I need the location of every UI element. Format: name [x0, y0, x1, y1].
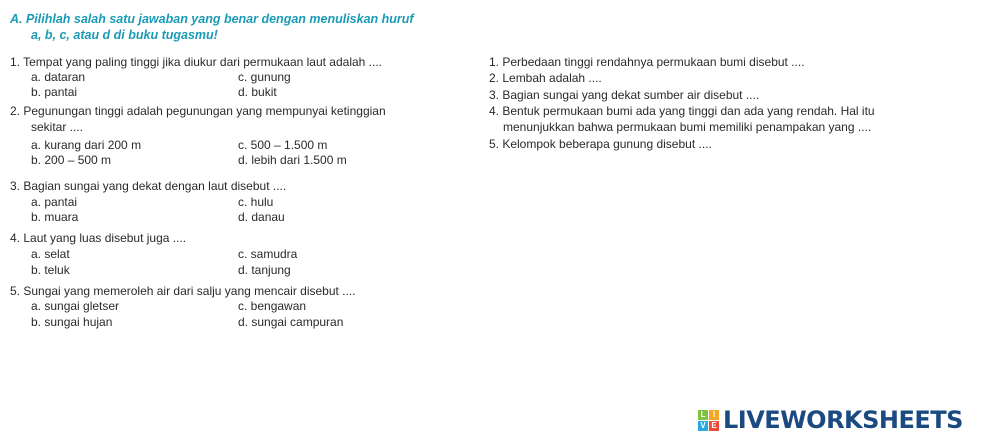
instruction-heading-line2: a, b, c, atau d di buku tugasmu!	[31, 28, 218, 42]
question-4-option-c: c. samudra	[238, 247, 298, 261]
question-5-option-d: d. sungai campuran	[238, 315, 344, 329]
question-1-option-c: c. gunung	[238, 70, 291, 84]
question-2-option-c: c. 500 – 1.500 m	[238, 138, 328, 152]
question-3-text: 3. Bagian sungai yang dekat dengan laut disebut ....	[10, 179, 287, 193]
question-3-option-c: c. hulu	[238, 195, 274, 209]
question-3-option-d: d. danau	[238, 210, 285, 224]
question-2-option-b: b. 200 – 500 m	[31, 153, 112, 167]
question-1-text: 1. Tempat yang paling tinggi jika diukur dari permukaan laut adalah ....	[10, 55, 383, 69]
question-2-text-cont: sekitar ....	[31, 120, 84, 134]
liveworksheets-logo-text: LIVEWORKSHEETS	[723, 406, 963, 434]
question-1-option-a: a. dataran	[31, 70, 86, 84]
question-1-option-b: b. pantai	[31, 85, 78, 99]
question-3-option-b: b. muara	[31, 210, 79, 224]
question-2-option-a: a. kurang dari 200 m	[31, 138, 142, 152]
essay-question-3: 3. Bagian sungai yang dekat sumber air disebut ....	[489, 88, 760, 102]
instruction-heading-line1: A. Pilihlah salah satu jawaban yang benar dengan menuliskan huruf	[10, 12, 414, 26]
essay-question-5: 5. Kelompok beberapa gunung disebut ....	[489, 137, 712, 151]
question-5-option-c: c. bengawan	[238, 299, 307, 313]
liveworksheets-logo	[698, 405, 963, 435]
question-5-text: 5. Sungai yang memeroleh air dari salju yang mencair disebut ....	[10, 284, 356, 298]
question-4-option-d: d. tanjung	[238, 263, 291, 277]
question-2-text: 2. Pegunungan tinggi adalah pegunungan yang mempunyai ketinggian	[10, 104, 386, 118]
question-2-option-d: d. lebih dari 1.500 m	[238, 153, 347, 167]
liveworksheets-logo-icon: L I V E	[698, 410, 719, 431]
question-5-option-a: a. sungai gletser	[31, 299, 120, 313]
question-4-option-a: a. selat	[31, 247, 70, 261]
essay-question-4: 4. Bentuk permukaan bumi ada yang tinggi dan ada yang rendah. Hal itu	[489, 104, 875, 118]
question-3-option-a: a. pantai	[31, 195, 78, 209]
question-4-option-b: b. teluk	[31, 263, 70, 277]
question-1-option-d: d. bukit	[238, 85, 277, 99]
question-4-text: 4. Laut yang luas disebut juga ....	[10, 231, 187, 245]
essay-question-4-cont: menunjukkan bahwa permukaan bumi memiliki penampakan yang ....	[503, 120, 872, 134]
essay-question-1: 1. Perbedaan tinggi rendahnya permukaan bumi disebut ....	[489, 55, 805, 69]
question-5-option-b: b. sungai hujan	[31, 315, 113, 329]
essay-question-2: 2. Lembah adalah ....	[489, 71, 602, 85]
